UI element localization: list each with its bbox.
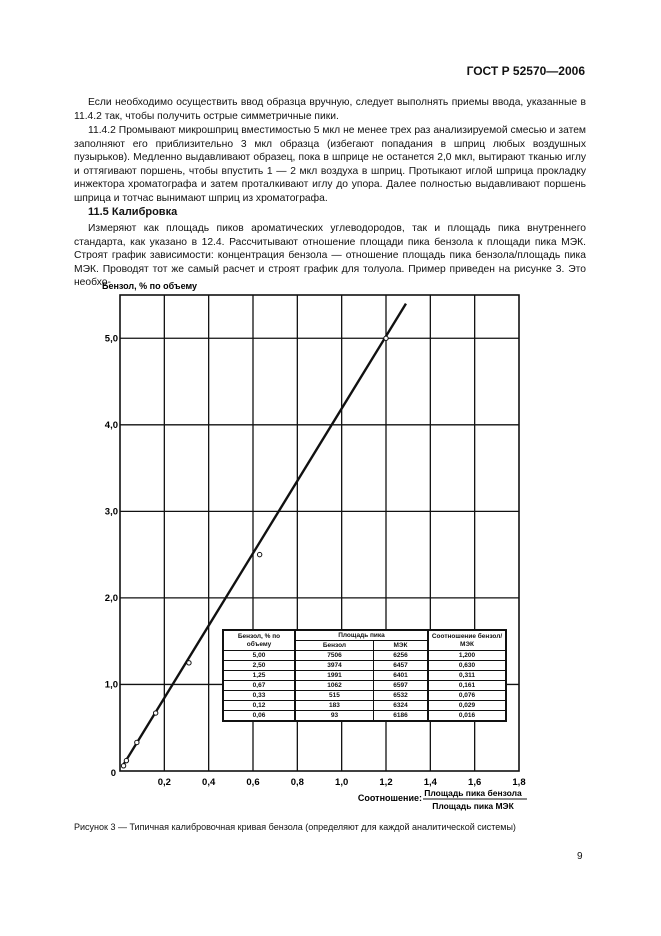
table-cell: 183 <box>295 701 373 711</box>
paragraph-text: Измеряют как площадь пиков ароматических углеводородов, так и площадь пика внутреннего стандарта, как указано в 12.4. Рассчитывают отношение площади пика бензола к площади пика МЭК. Строят график зависимости: концентрация бензола — отношение площадь пика бензола/площадь пика МЭК. Проводят тот же самый расчет и строят график для толуола. Пример приведен на рисунке 3. Это необхо- <box>74 223 586 289</box>
x-tick-label: 1,0 <box>335 777 349 788</box>
table-cell: 3974 <box>295 661 373 671</box>
table-subheader-benzene: Бензол <box>295 641 373 651</box>
table-cell: 6186 <box>373 711 428 722</box>
table-row <box>223 671 506 681</box>
table-cell: 1062 <box>295 681 373 691</box>
table-subheader-mek: МЭК <box>373 641 428 651</box>
table-row <box>223 711 506 722</box>
paragraph-text: 11.4.2 Промывают микрошприц вместимостью 5 мкл не менее трех раз анализируемой смесью и затем заполняют его приблизительно 3 мкл образца (избегают попадания в шприц любых воздушных пузырьков). Медленно выдавливают образец, пока в шприце не останется 2,0 мкл, вытирают тканью иглу и оттягивают поршень, чтобы впустить 1 — 2 мкл воздуха в шприц. Протыкают иглой шприца прокладку инжектора хроматографа и затем проталкивают иглу до упора. Далее полностью выдавливают поршень шприца и тотчас вынимают шприц из хроматографа. <box>74 125 586 204</box>
x-axis-label-numerator: Площадь пика бензола <box>424 788 522 798</box>
table-cell: 6532 <box>373 691 428 701</box>
table-cell: 0,06 <box>223 711 295 722</box>
table-cell: 0,67 <box>223 681 295 691</box>
x-tick-label: 1,6 <box>468 777 482 788</box>
calibration-table <box>222 629 507 722</box>
table-cell: 0,12 <box>223 701 295 711</box>
table-header-benzene: Бензол, % по объему <box>223 630 295 651</box>
data-point <box>121 764 125 768</box>
y-tick-label: 1,0 <box>104 679 118 691</box>
table-cell: 0,161 <box>428 681 506 691</box>
paragraph-text: Если необходимо осуществить ввод образца вручную, следует выполнять приемы ввода, указанные в 11.4.2 так, чтобы получить острые симметричные пики. <box>74 97 586 122</box>
table-row <box>223 701 506 711</box>
data-point <box>135 740 139 744</box>
table-cell: 0,311 <box>428 671 506 681</box>
table-cell: 1,200 <box>428 651 506 661</box>
table-header-peak-area: Площадь пика <box>295 630 428 641</box>
table-row <box>223 651 506 661</box>
table-header-ratio: Соотношение бензол/МЭК <box>428 630 506 651</box>
table-cell: 1,25 <box>223 671 295 681</box>
x-tick-label: 0,2 <box>157 777 171 788</box>
x-tick-label: 1,8 <box>512 777 526 788</box>
table-cell: 6324 <box>373 701 428 711</box>
table-cell: 2,50 <box>223 661 295 671</box>
x-axis-label-prefix: Соотношение: <box>357 793 422 803</box>
table-row <box>223 681 506 691</box>
data-point <box>153 711 157 715</box>
section-title: 11.5 Калибровка <box>88 206 178 218</box>
table-cell: 93 <box>295 711 373 722</box>
table-cell: 6256 <box>373 651 428 661</box>
page-number: 9 <box>577 851 583 862</box>
table-cell: 5,00 <box>223 651 295 661</box>
origin-label: 0 <box>110 768 116 779</box>
y-tick-label: 5,0 <box>104 333 118 345</box>
y-tick-label: 3,0 <box>104 506 118 518</box>
data-point <box>384 336 388 340</box>
table-row <box>223 661 506 671</box>
table-cell: 6597 <box>373 681 428 691</box>
y-tick-label: 2,0 <box>104 592 118 604</box>
y-tick-label: 4,0 <box>104 419 118 431</box>
data-point <box>257 552 261 556</box>
table-cell: 1991 <box>295 671 373 681</box>
y-axis-label: Бензол, % по объему <box>102 281 198 291</box>
table-cell: 6401 <box>373 671 428 681</box>
table-cell: 515 <box>295 691 373 701</box>
table-cell: 0,029 <box>428 701 506 711</box>
table-cell: 0,630 <box>428 661 506 671</box>
table-cell: 6457 <box>373 661 428 671</box>
x-tick-label: 1,2 <box>379 777 393 788</box>
table-cell: 0,016 <box>428 711 506 722</box>
data-point <box>124 758 128 762</box>
x-tick-label: 0,8 <box>290 777 304 788</box>
x-tick-label: 0,6 <box>246 777 260 788</box>
data-point <box>187 661 191 665</box>
table-cell: 0,33 <box>223 691 295 701</box>
table-cell: 0,076 <box>428 691 506 701</box>
figure-caption: Рисунок 3 — Типичная калибровочная кривая бензола (определяют для каждой аналитической системы) <box>74 822 516 832</box>
document-header: ГОСТ Р 52570—2006 <box>466 64 585 78</box>
table-row <box>223 691 506 701</box>
x-tick-label: 1,4 <box>423 777 437 788</box>
x-tick-label: 0,4 <box>202 777 216 788</box>
table-cell: 7506 <box>295 651 373 661</box>
x-axis-label-denominator: Площадь пика МЭК <box>432 801 514 811</box>
